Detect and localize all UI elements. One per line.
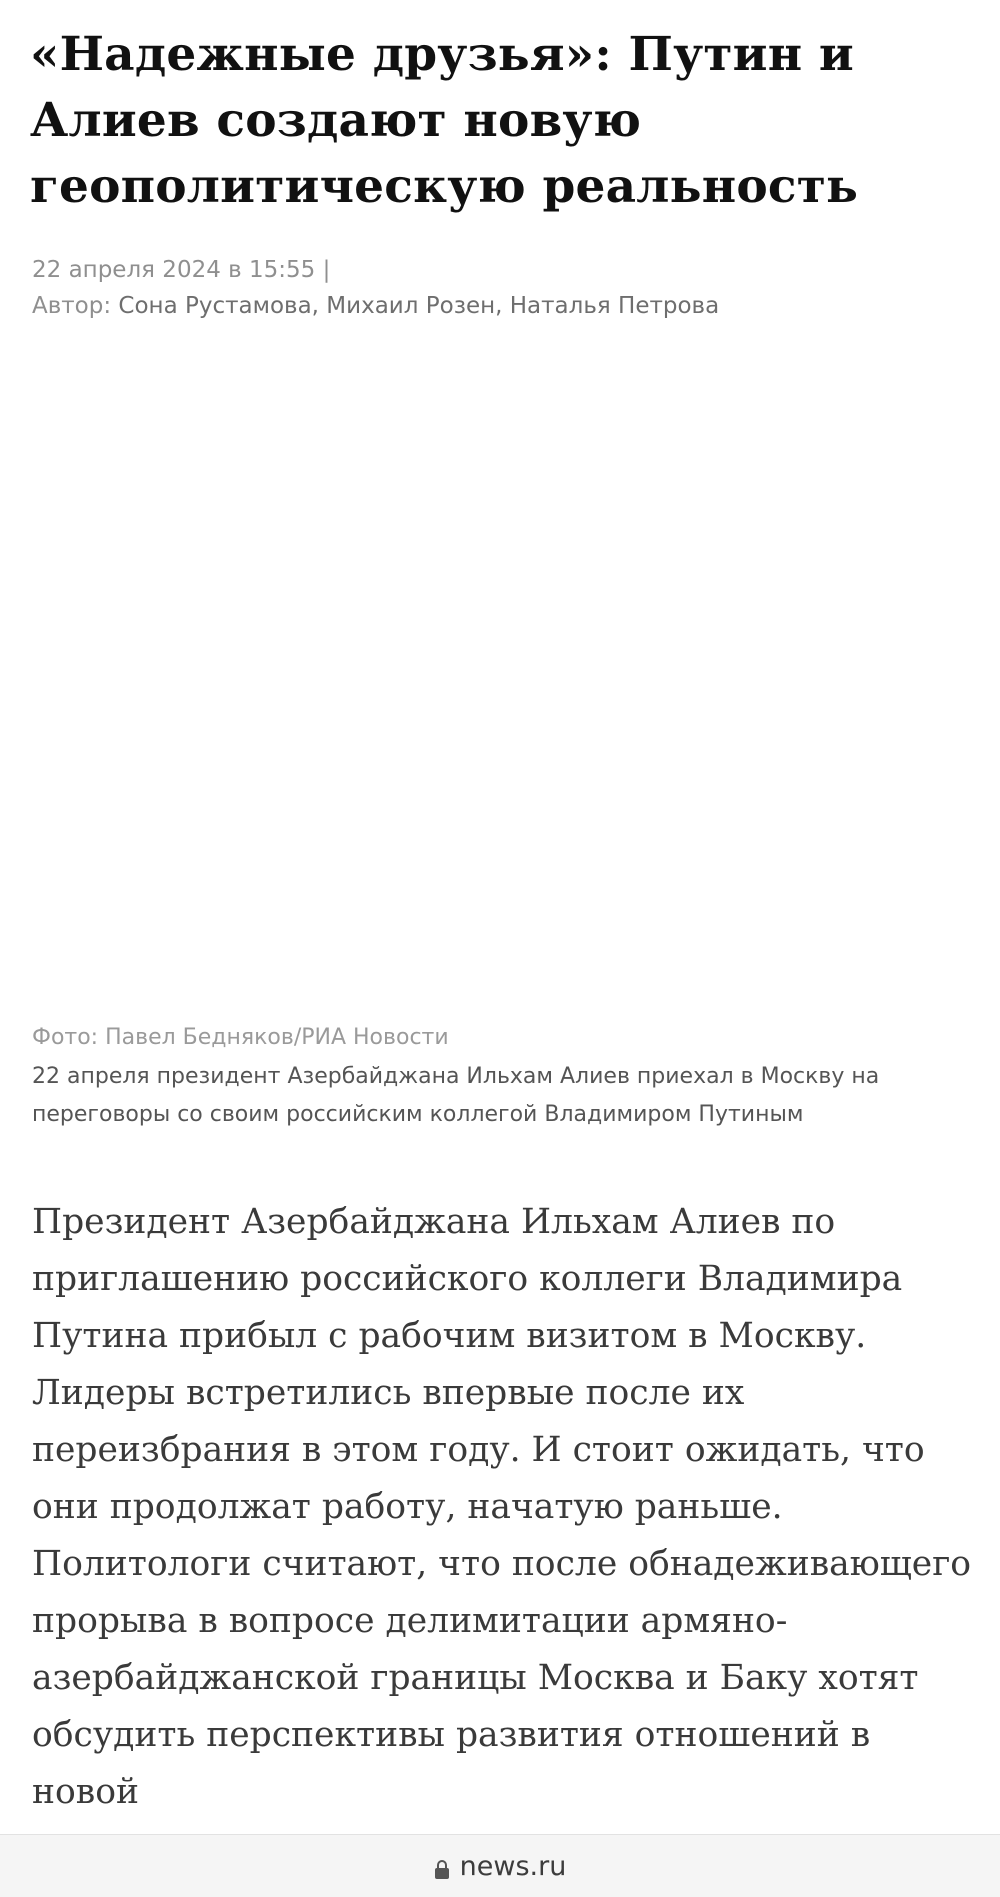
article-meta: [32, 252, 932, 324]
author-label: Автор:: [32, 293, 112, 319]
browser-address-bar[interactable]: [0, 1834, 1000, 1897]
photo-caption: 22 апреля президент Азербайджана Ильхам Алиев приехал в Москву на переговоры со своим российским коллегой Владимиром Путиным: [32, 1064, 880, 1127]
publish-date-line: [32, 252, 932, 288]
url-display[interactable]: [434, 1851, 567, 1882]
publish-date: 22 апреля 2024 в 15:55: [32, 257, 316, 283]
article-headline: «Надежные друзья»: Путин и Алиев создают новую геополитическую реальность: [30, 27, 859, 214]
article-body: Президент Азербайджана Ильхам Алиев по приглашению российского коллеги Владимира Путина прибыл с рабочим визитом в Москву. Лидеры встретились впервые после их переизбрания в этом году. И стоит ожидать, что они продолжат работу, начатую раньше. Политологи считают, что после обнадеживающего прорыва в вопросе делимитации армяно-азербайджанской границы Москва и Баку хотят обсудить перспективы развития отношений в новой: [32, 1202, 972, 1812]
url-text: news.ru: [459, 1850, 567, 1882]
article-photo[interactable]: [0, 340, 1000, 1010]
author-names[interactable]: Сона Рустамова, Михаил Розен, Наталья Петрова: [118, 293, 720, 319]
lock-icon: [434, 1856, 450, 1876]
date-separator: |: [322, 257, 331, 283]
photo-credit: Фото: Павел Бедняков/РИА Новости: [32, 1025, 449, 1050]
author-line: [32, 288, 932, 324]
